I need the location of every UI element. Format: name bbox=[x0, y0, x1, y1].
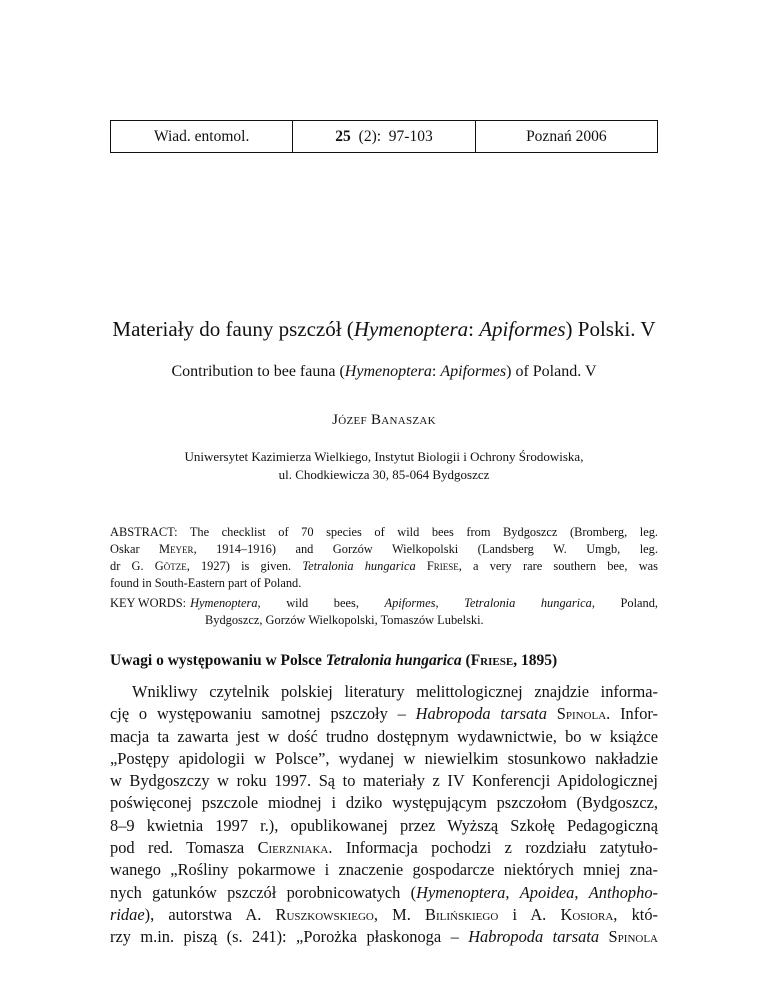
journal-name-cell bbox=[111, 121, 293, 152]
abstract: ABSTRACT: The checklist of 70 species of wild bees from Bydgoszcz (Bromberg, leg. Oskar Meyer, 1914–1916) and Gorzów Wielkopolski (Landsberg W. Umgb, leg. dr G. Götze, 1927) is given. Tetralonia hungarica Friese, a very rare southern bee, was found in South-Eastern part of Poland. bbox=[110, 525, 658, 590]
affiliation-line-1: Uniwersytet Kazimierza Wielkiego, Instytut Biologii i Ochrony Środowiska, bbox=[184, 449, 584, 464]
place-year: Poznań 2006 bbox=[526, 127, 607, 145]
keywords: KEY WORDS: Hymenoptera, wild bees, Apiformes, Tetralonia hungarica, Poland, Bydgoszcz, Gorzów Wielkopolski, Tomaszów Lubelski. bbox=[110, 596, 658, 627]
article-title: Materiały do fauny pszczół (Hymenoptera: Apiformes) Polski. V bbox=[112, 317, 656, 341]
journal-header-table bbox=[110, 120, 658, 153]
affiliation-line-2: ul. Chodkiewicza 30, 85-064 Bydgoszcz bbox=[278, 467, 490, 482]
author-name: Józef Banaszak bbox=[332, 412, 436, 428]
volume-number: 25 bbox=[335, 127, 351, 145]
keywords-label: KEY WORDS: bbox=[110, 596, 187, 610]
affiliation bbox=[0, 448, 768, 484]
place-year-cell bbox=[476, 121, 657, 152]
article-subtitle: Contribution to bee fauna (Hymenoptera: Apiformes) of Poland. V bbox=[171, 363, 597, 380]
journal-name: Wiad. entomol. bbox=[153, 127, 250, 145]
body-paragraph: Wnikliwy czytelnik polskiej literatury melittologicznej znajdzie informa- cję o występowaniu samotnej pszczoły – Habropoda tarsata Spinola. Infor- macja ta zawarta jest w dość trudno dostępnym wydawnictwie, bo w książce „Postępy apidologii w Polsce”, wydanej w niewielkim stosunkowo nakładzie w Bydgoszczy w roku 1997. Są to materiały z IV Konferencji Apidologicznej poświęconej pszczole miodnej i dziko występującym pszczołom (Bydgoszcz, 8–9 kwietnia 1997 r.), opublikowanej przez Wyższą Szkołę Pedagogiczną pod red. Tomasza Cierzniaka. Informacja pochodzi z rozdziału zatytuło- wanego „Rośliny pokarmowe i znaczenie gospodarcze niektórych mniej zna- nych gatunków pszczół porobnicowatych (Hymenoptera, Apoidea, Anthopho- ridae), autorstwa A. Ruszkowskiego, M. Bilińskiego i A. Kosiora, któ- rzy m.in. piszą (s. 241): „Porożka płaskonoga – Habropoda tarsata Spinola bbox=[110, 682, 658, 947]
section-heading: Uwagi o występowaniu w Polsce Tetralonia hungarica (Friese, 1895) bbox=[110, 652, 558, 669]
issue-pages: (2): 97-103 bbox=[354, 127, 433, 145]
volume-cell bbox=[293, 121, 475, 152]
